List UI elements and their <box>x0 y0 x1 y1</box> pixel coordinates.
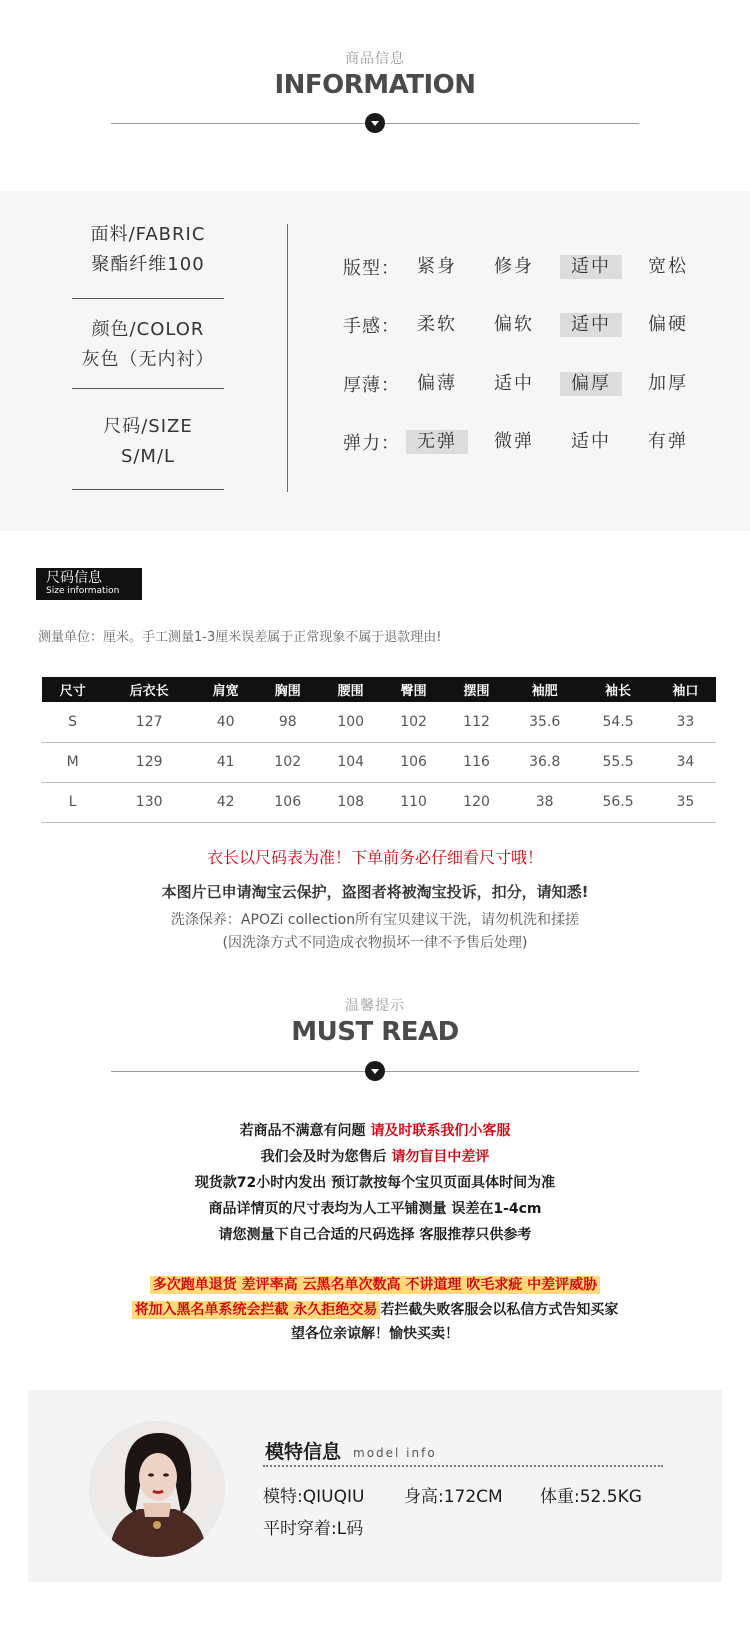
attribute-option-selected: 适中 <box>560 313 622 337</box>
must-read-title: MUST READ <box>291 1017 459 1047</box>
divider-line <box>72 298 224 299</box>
attribute-option: 有弹 <box>648 431 688 452</box>
table-cell: 102 <box>256 742 319 782</box>
table-cell: 127 <box>103 702 195 742</box>
table-cell: 98 <box>256 702 319 742</box>
table-cell: 35 <box>655 782 716 822</box>
chevron-down-icon <box>365 113 385 133</box>
color-value: 灰色（无内衬） <box>81 349 215 370</box>
divider-line <box>72 388 224 389</box>
model-usual-size: 平时穿着:L码 <box>263 1519 364 1539</box>
table-cell: 108 <box>319 782 382 822</box>
table-cell: 38 <box>508 782 581 822</box>
table-cell: 104 <box>319 742 382 782</box>
model-info-title: 模特信息 <box>265 1441 342 1463</box>
table-cell: 130 <box>103 782 195 822</box>
attribute-option-selected: 适中 <box>560 255 622 279</box>
information-title: INFORMATION <box>274 70 476 100</box>
warning-line-2 <box>0 1299 750 1319</box>
table-cell: M <box>42 742 103 782</box>
size-info-tag-cn: 尺码信息 <box>46 570 102 586</box>
fabric-info <box>72 220 224 280</box>
model-photo <box>89 1421 225 1557</box>
notice-line-4: 商品详情页的尺寸表均为人工平铺测量 误差在1-4cm <box>208 1201 542 1217</box>
table-header-cell: 臀围 <box>382 677 445 702</box>
table-cell: 36.8 <box>508 742 581 782</box>
attribute-option: 加厚 <box>648 373 688 394</box>
measure-note: 测量单位：厘米。手工测量1-3厘米误差属于正常现象不属于退款理由! <box>38 630 442 645</box>
table-cell: 35.6 <box>508 702 581 742</box>
model-weight: 体重:52.5KG <box>540 1487 642 1507</box>
attribute-option: 柔软 <box>417 314 457 335</box>
attribute-option: 偏软 <box>494 314 534 335</box>
size-info-tag-en: Size information <box>46 586 120 596</box>
table-header-cell: 袖肥 <box>508 677 581 702</box>
color-label: 颜色/COLOR <box>91 319 205 340</box>
notice-line-2-text: 我们会及时为您售后 <box>260 1149 392 1165</box>
model-info-subtitle: model info <box>353 1446 437 1460</box>
notice-line-2-highlight: 请勿盲目中差评 <box>391 1149 490 1165</box>
table-cell: 54.5 <box>581 702 654 742</box>
attribute-option: 紧身 <box>417 256 457 277</box>
length-note: 衣长以尺码表为准！下单前务必仔细看尺寸哦！ <box>206 848 543 867</box>
protect-note: 本图片已申请淘宝云保护，盗图者将被淘宝投诉，扣分，请知悉! <box>161 883 589 901</box>
table-header-cell: 胸围 <box>256 677 319 702</box>
warning-text: 若拦截失败客服会以私信方式告知买家 <box>380 1302 619 1318</box>
size-label: 尺码/SIZE <box>103 416 193 437</box>
must-read-cn: 温馨提示 <box>345 998 405 1014</box>
size-info <box>72 412 224 472</box>
table-header-row <box>42 677 716 702</box>
information-cn: 商品信息 <box>345 51 405 67</box>
attribute-option-selected: 无弹 <box>406 430 468 454</box>
notice-line-1-text: 若商品不满意有问题 <box>239 1123 371 1139</box>
table-header-cell: 后衣长 <box>103 677 195 702</box>
table-header-cell: 尺寸 <box>42 677 103 702</box>
table-cell: 110 <box>382 782 445 822</box>
table-cell: 116 <box>445 742 508 782</box>
attribute-label: 厚薄： <box>343 375 400 396</box>
table-header-cell: 腰围 <box>319 677 382 702</box>
table-row <box>42 782 716 822</box>
table-cell: L <box>42 782 103 822</box>
table-header-cell: 袖长 <box>581 677 654 702</box>
dotted-divider <box>263 1465 663 1467</box>
size-table <box>42 677 716 823</box>
table-cell: 41 <box>195 742 256 782</box>
notice-line-1-highlight: 请及时联系我们小客服 <box>370 1123 511 1139</box>
model-name: 模特:QIUQIU <box>263 1487 365 1507</box>
attribute-option: 微弹 <box>494 431 534 452</box>
attribute-option: 修身 <box>494 256 534 277</box>
notice-line-5: 请您测量下自己合适的尺码选择 客服推荐只供参考 <box>218 1227 532 1243</box>
wash-note: 洗涤保养：APOZi collection所有宝贝建议干洗，请勿机洗和揉搓 <box>170 912 580 928</box>
color-info <box>72 315 224 375</box>
attribute-option: 偏薄 <box>417 373 457 394</box>
information-header <box>0 48 750 100</box>
table-row <box>42 702 716 742</box>
wash-note-2: (因洗涤方式不同造成衣物损坏一律不予售后处理) <box>222 935 528 951</box>
must-read-header <box>0 995 750 1047</box>
notice-line-3: 现货款72小时内发出 预订款按每个宝贝页面具体时间为准 <box>194 1175 556 1191</box>
table-cell: S <box>42 702 103 742</box>
notice-line-2 <box>0 1146 750 1166</box>
table-cell: 120 <box>445 782 508 822</box>
table-cell: 106 <box>256 782 319 822</box>
attribute-option: 适中 <box>494 373 534 394</box>
attribute-label: 版型： <box>343 258 400 279</box>
warning-highlight: 多次跑单退货 差评率高 云黑名单次数高 不讲道理 吹毛求疵 中差评威胁 <box>150 1276 600 1294</box>
model-height: 身高:172CM <box>404 1487 503 1507</box>
attribute-option: 宽松 <box>648 256 688 277</box>
table-cell: 55.5 <box>581 742 654 782</box>
table-header-cell: 摆围 <box>445 677 508 702</box>
table-cell: 129 <box>103 742 195 782</box>
vertical-divider <box>287 224 288 492</box>
warning-line-1 <box>0 1274 750 1294</box>
attribute-label: 弹力： <box>343 433 400 454</box>
attribute-option: 适中 <box>571 431 611 452</box>
warning-highlight: 将加入黑名单系统会拦截 永久拒绝交易 <box>132 1301 381 1319</box>
table-cell: 34 <box>655 742 716 782</box>
table-cell: 33 <box>655 702 716 742</box>
table-cell: 100 <box>319 702 382 742</box>
table-cell: 102 <box>382 702 445 742</box>
size-info-tag <box>36 568 142 600</box>
fabric-label: 面料/FABRIC <box>90 224 206 245</box>
attribute-option: 偏硬 <box>648 314 688 335</box>
warning-line-3: 望各位亲谅解！愉快买卖！ <box>291 1326 459 1342</box>
attribute-option-selected: 偏厚 <box>560 372 622 396</box>
table-cell: 42 <box>195 782 256 822</box>
table-cell: 56.5 <box>581 782 654 822</box>
fabric-value: 聚酯纤维100 <box>91 254 205 275</box>
chevron-down-icon <box>365 1061 385 1081</box>
table-cell: 106 <box>382 742 445 782</box>
table-header-cell: 肩宽 <box>195 677 256 702</box>
table-cell: 40 <box>195 702 256 742</box>
table-cell: 112 <box>445 702 508 742</box>
attribute-label: 手感： <box>343 316 400 337</box>
divider-line <box>72 489 224 490</box>
model-avatar <box>89 1421 225 1557</box>
table-header-cell: 袖口 <box>655 677 716 702</box>
table-row <box>42 742 716 782</box>
notice-line-1 <box>0 1120 750 1140</box>
size-value: S/M/L <box>120 446 176 467</box>
